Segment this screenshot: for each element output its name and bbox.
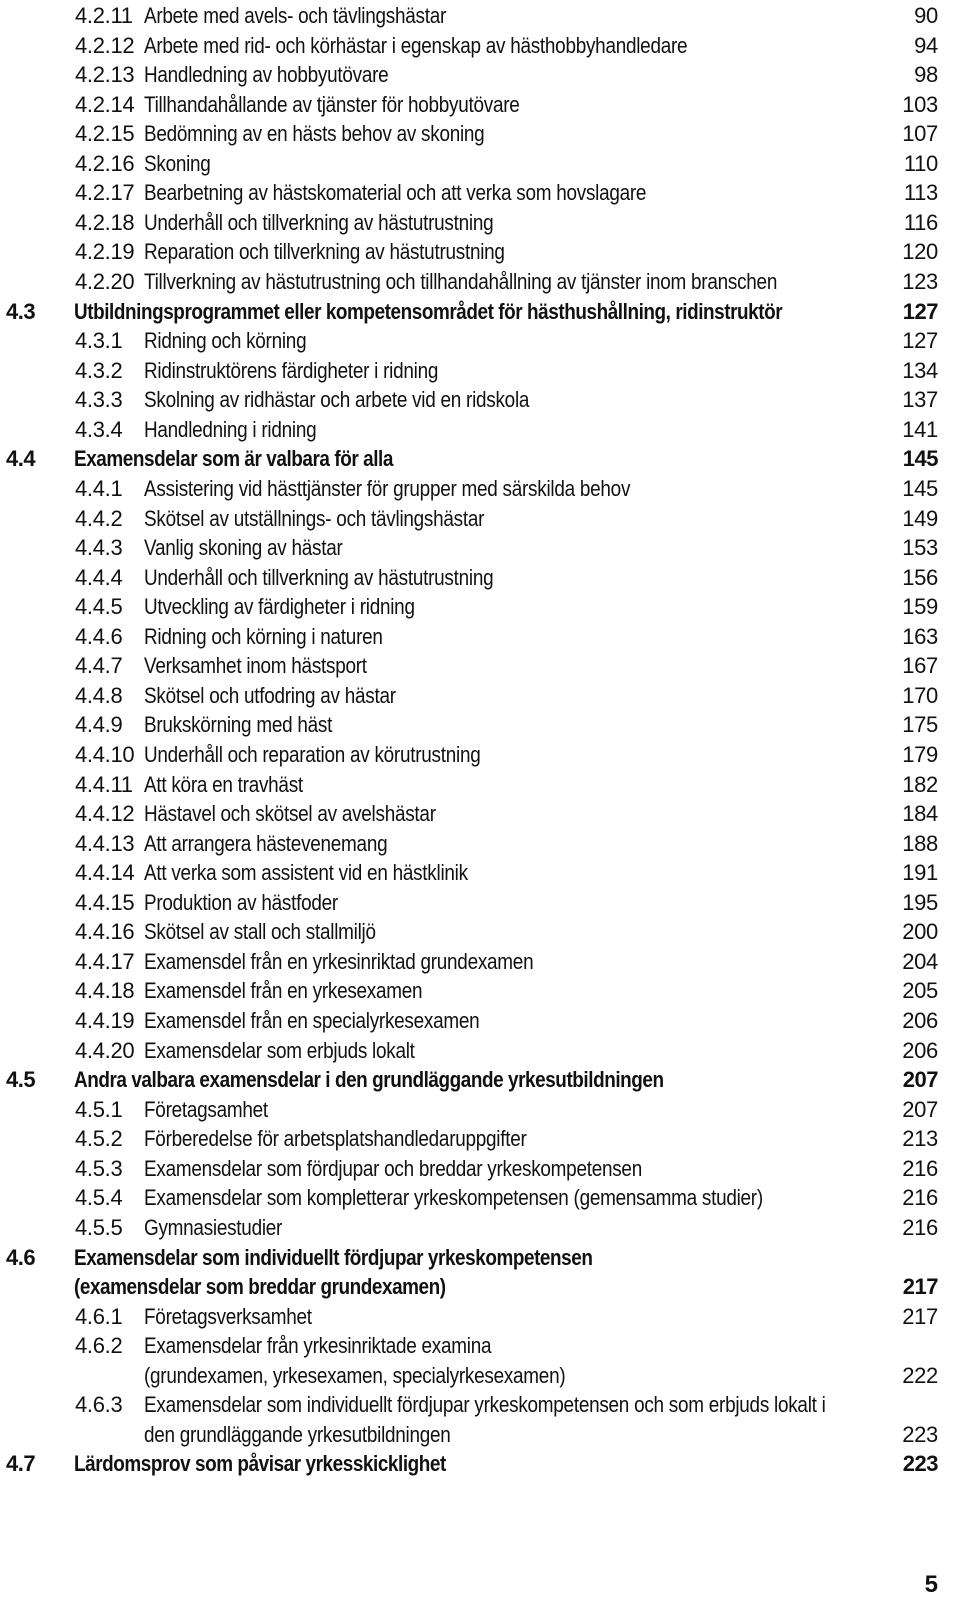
toc-entry-number: 4.4.16	[75, 919, 135, 945]
toc-subsection-entry	[0, 829, 960, 859]
toc-subsection-entry	[0, 415, 960, 445]
toc-entry-number: 4.5.2	[75, 1126, 123, 1152]
toc-entry-title: Utveckling av färdigheter i ridning	[144, 594, 415, 620]
toc-entry-number: 4.2.19	[75, 239, 135, 265]
toc-entry-number: 4.5.4	[75, 1185, 123, 1211]
toc-entry-number: 4.2.14	[75, 91, 135, 117]
toc-entry-title: Examensdel från en yrkesexamen	[144, 978, 423, 1004]
toc-subsection-entry	[0, 178, 960, 208]
toc-subsection-entry	[0, 592, 960, 622]
toc-entry-number: 4.5.3	[75, 1155, 123, 1181]
toc-entry-title: Bearbetning av hästskomaterial och att verka som hovslagare	[144, 180, 647, 206]
toc-entry-title: Gymnasiestudier	[144, 1214, 283, 1240]
toc-entry-number: 4.4	[6, 446, 36, 472]
toc-entry-page: 141	[902, 416, 938, 442]
toc-entry-title: Skötsel av stall och stallmiljö	[144, 919, 376, 945]
toc-subsection-entry	[0, 681, 960, 711]
toc-entry-page: 184	[902, 801, 938, 827]
toc-section-entry	[0, 1065, 960, 1095]
toc-entry-page: 123	[902, 269, 938, 295]
toc-entry-title: Hästavel och skötsel av avelshästar	[144, 801, 436, 827]
toc-subsection-entry	[0, 1390, 960, 1420]
toc-entry-page: 217	[902, 1303, 938, 1329]
toc-entry-number: 4.5.1	[75, 1096, 123, 1122]
toc-entry-title: Företagsverksamhet	[144, 1303, 312, 1329]
toc-entry-title: Andra valbara examensdelar i den grundläggande yrkesutbildningen	[74, 1067, 664, 1093]
toc-entry-number: 4.4.19	[75, 1008, 135, 1034]
toc-entry-page: 90	[914, 3, 938, 28]
toc-entry-page: 163	[902, 623, 938, 649]
toc-entry-title: Arbete med rid- och körhästar i egenskap av hästhobbyhandledare	[144, 32, 688, 58]
toc-entry-number: 4.4.12	[75, 801, 135, 827]
toc-subsection-entry	[0, 208, 960, 238]
toc-section-entry	[0, 297, 960, 327]
toc-subsection-entry	[0, 1331, 960, 1361]
toc-subsection-entry	[0, 858, 960, 888]
toc-entry-page: 137	[902, 387, 938, 413]
toc-subsection-entry	[0, 710, 960, 740]
toc-entry-page: 134	[902, 357, 938, 383]
toc-entry-page: 223	[902, 1421, 938, 1447]
toc-entry-page: 205	[902, 978, 938, 1004]
toc-entry-title: (examensdelar som breddar grundexamen)	[74, 1274, 446, 1300]
toc-entry-title: Verksamhet inom hästsport	[144, 653, 367, 679]
toc-subsection-entry	[0, 740, 960, 770]
toc-entry-title: Att verka som assistent vid en hästklinik	[144, 860, 468, 886]
toc-entry-page: 149	[902, 505, 938, 531]
toc-subsection-entry	[0, 385, 960, 415]
toc-entry-number: 4.4.6	[75, 623, 123, 649]
toc-subsection-entry	[0, 90, 960, 120]
toc-entry-number: 4.2.16	[75, 150, 135, 176]
toc-entry-page: 145	[902, 475, 938, 501]
toc-entry-title: Skötsel av utställnings- och tävlingshästar	[144, 505, 485, 531]
toc-subsection-entry	[0, 1302, 960, 1332]
toc-entry-number: 4.4.15	[75, 889, 135, 915]
toc-entry-page: 113	[903, 180, 938, 206]
toc-subsection-entry	[0, 237, 960, 267]
toc-subsection-entry	[0, 31, 960, 61]
toc-subsection-entry	[0, 149, 960, 179]
toc-entry-title: Assistering vid hästtjänster för grupper med särskilda behov	[144, 475, 631, 501]
toc-entry-title: Examensdelar från yrkesinriktade examina	[144, 1333, 492, 1359]
toc-entry-number: 4.2.20	[75, 269, 135, 295]
toc-entry-page: 110	[903, 150, 938, 176]
toc-entry-page: 159	[902, 594, 938, 620]
toc-entry-page: 206	[902, 1037, 938, 1063]
toc-entry-page: 216	[902, 1214, 938, 1240]
toc-entry-page: 98	[914, 62, 938, 88]
toc-entry-page: 191	[902, 860, 938, 886]
toc-entry-title: Förberedelse för arbetsplatshandledaruppgifter	[144, 1126, 527, 1152]
toc-entry-title: Ridning och körning	[144, 328, 307, 354]
toc-entry-page: 223	[902, 1451, 938, 1477]
toc-entry-page: 204	[902, 948, 938, 974]
toc-entry-page: 175	[902, 712, 938, 738]
toc-entry-page: 207	[902, 1096, 938, 1122]
toc-entry-number: 4.4.3	[75, 535, 123, 561]
toc-entry-number: 4.4.1	[75, 475, 123, 501]
toc-subsection-entry	[0, 1420, 960, 1450]
toc-entry-number: 4.4.2	[75, 505, 123, 531]
toc-subsection-entry	[0, 799, 960, 829]
toc-section-entry	[0, 1243, 960, 1273]
toc-entry-title: den grundläggande yrkesutbildningen	[144, 1421, 451, 1447]
toc-entry-page: 195	[902, 889, 938, 915]
toc-subsection-entry	[0, 533, 960, 563]
toc-entry-number: 4.6.3	[75, 1392, 123, 1418]
toc-entry-number: 4.5	[6, 1067, 36, 1093]
toc-entry-title: Produktion av hästfoder	[144, 889, 338, 915]
toc-entry-number: 4.3	[6, 298, 36, 324]
toc-entry-number: 4.6	[6, 1244, 36, 1270]
toc-subsection-entry	[0, 119, 960, 149]
toc-entry-number: 4.2.17	[75, 180, 135, 206]
toc-entry-number: 4.3.1	[75, 328, 123, 354]
toc-subsection-entry	[0, 651, 960, 681]
toc-subsection-entry	[0, 504, 960, 534]
toc-entry-page: 216	[902, 1155, 938, 1181]
toc-entry-page: 103	[902, 91, 938, 117]
toc-entry-page: 145	[902, 446, 938, 472]
toc-entry-title: Underhåll och reparation av körutrustning	[144, 742, 481, 767]
toc-entry-title: Skötsel och utfodring av hästar	[144, 682, 396, 708]
toc-subsection-entry	[0, 1, 960, 31]
toc-entry-page: 120	[902, 239, 938, 265]
toc-entry-page: 94	[914, 32, 938, 58]
toc-entry-title: Utbildningsprogrammet eller kompetensområdet för hästhushållning, ridinstruktör	[74, 298, 783, 324]
toc-section-entry	[0, 1272, 960, 1302]
toc-entry-title: Ridning och körning i naturen	[144, 623, 383, 649]
toc-entry-title: Tillverkning av hästutrustning och tillhandahållning av tjänster inom branschen	[144, 269, 778, 295]
toc-entry-page: 216	[902, 1185, 938, 1211]
toc-subsection-entry	[0, 622, 960, 652]
toc-entry-number: 4.4.7	[75, 653, 123, 679]
toc-entry-title: Att arrangera hästevenemang	[144, 830, 388, 856]
toc-entry-number: 4.4.17	[75, 948, 135, 974]
toc-entry-page: 207	[902, 1067, 938, 1093]
toc-entry-page: 153	[902, 535, 938, 561]
toc-entry-number: 4.7	[6, 1451, 36, 1477]
toc-entry-page: 116	[903, 209, 938, 235]
toc-entry-title: Examensdel från en yrkesinriktad grundexamen	[144, 948, 534, 974]
toc-entry-number: 4.6.2	[75, 1333, 123, 1359]
toc-entry-title: Skolning av ridhästar och arbete vid en ridskola	[144, 387, 530, 413]
toc-entry-page: 156	[902, 564, 938, 590]
toc-subsection-entry	[0, 563, 960, 593]
toc-entry-page: 188	[902, 830, 938, 856]
toc-entry-title: Skoning	[144, 150, 211, 176]
toc-subsection-entry	[0, 976, 960, 1006]
toc-entry-title: Ridinstruktörens färdigheter i ridning	[144, 357, 439, 383]
toc-subsection-entry	[0, 888, 960, 918]
toc-entry-title: Reparation och tillverkning av hästutrustning	[144, 239, 505, 265]
toc-entry-number: 4.4.8	[75, 682, 123, 708]
toc-entry-number: 4.2.13	[75, 62, 135, 88]
toc-entry-number: 4.4.20	[75, 1037, 135, 1063]
toc-entry-title: Vanlig skoning av hästar	[144, 535, 343, 561]
toc-subsection-entry	[0, 770, 960, 800]
toc-entry-page: 213	[902, 1126, 938, 1152]
toc-entry-title: Examensdelar som är valbara för alla	[74, 446, 393, 472]
toc-entry-number: 4.4.4	[75, 564, 123, 590]
toc-entry-title: Examensdelar som fördjupar och breddar yrkeskompetensen	[144, 1155, 642, 1181]
toc-entry-title: Underhåll och tillverkning av hästutrustning	[144, 209, 494, 235]
toc-subsection-entry	[0, 356, 960, 386]
toc-entry-page: 127	[902, 298, 938, 324]
toc-entry-number: 4.6.1	[75, 1303, 123, 1329]
toc-entry-title: Arbete med avels- och tävlingshästar	[144, 3, 447, 28]
toc-entry-title: Att köra en travhäst	[144, 771, 303, 797]
toc-entry-number: 4.2.12	[75, 32, 135, 58]
toc-entry-page: 222	[902, 1362, 938, 1388]
toc-entry-number: 4.4.10	[75, 742, 135, 767]
toc-subsection-entry	[0, 947, 960, 977]
toc-entry-title: (grundexamen, yrkesexamen, specialyrkesexamen)	[144, 1362, 566, 1388]
toc-subsection-entry	[0, 1036, 960, 1066]
toc-entry-number: 4.2.15	[75, 121, 135, 147]
toc-subsection-entry	[0, 1361, 960, 1391]
toc-subsection-entry	[0, 326, 960, 356]
toc-entry-number: 4.3.2	[75, 357, 123, 383]
toc-entry-title: Företagsamhet	[144, 1096, 268, 1122]
toc-entry-title: Underhåll och tillverkning av hästutrustning	[144, 564, 494, 590]
toc-entry-number: 4.4.9	[75, 712, 123, 738]
toc-entry-title: Examensdelar som individuellt fördjupar yrkeskompetensen och som erbjuds lokalt i	[144, 1392, 826, 1418]
toc-entry-title: Lärdomsprov som påvisar yrkesskicklighet	[74, 1451, 446, 1477]
toc-entry-title: Handledning i ridning	[144, 416, 317, 442]
toc-entry-number: 4.2.11	[75, 3, 133, 28]
toc-entry-page: 127	[902, 328, 938, 354]
toc-entry-title: Bedömning av en hästs behov av skoning	[144, 121, 485, 147]
toc-entry-page: 206	[902, 1008, 938, 1034]
toc-entry-title: Examensdelar som kompletterar yrkeskompetensen (gemensamma studier)	[144, 1185, 763, 1211]
toc-entry-page: 170	[902, 682, 938, 708]
toc-entry-number: 4.4.11	[75, 771, 133, 797]
toc-entry-number: 4.3.3	[75, 387, 123, 413]
toc-entry-page: 107	[902, 121, 938, 147]
toc-subsection-entry	[0, 917, 960, 947]
toc-entry-title: Examensdelar som individuellt fördjupar yrkeskompetensen	[74, 1244, 593, 1270]
page-number: 5	[924, 1571, 938, 1598]
toc-entry-number: 4.4.5	[75, 594, 123, 620]
toc-subsection-entry	[0, 60, 960, 90]
toc-entry-title: Examensdelar som erbjuds lokalt	[144, 1037, 415, 1063]
toc-entry-title: Tillhandahållande av tjänster för hobbyutövare	[144, 91, 520, 117]
toc-subsection-entry	[0, 267, 960, 297]
toc-subsection-entry	[0, 1213, 960, 1243]
toc-entry-number: 4.5.5	[75, 1214, 123, 1240]
toc-section-entry	[0, 444, 960, 474]
toc-entry-page: 167	[902, 653, 938, 679]
toc-entry-number: 4.3.4	[75, 416, 123, 442]
toc-entry-page: 179	[902, 742, 938, 767]
toc-entry-page: 200	[902, 919, 938, 945]
toc-entry-title: Handledning av hobbyutövare	[144, 62, 389, 88]
toc-subsection-entry	[0, 1124, 960, 1154]
toc-entry-page: 182	[902, 771, 938, 797]
toc-entry-number: 4.4.18	[75, 978, 135, 1004]
toc-subsection-entry	[0, 474, 960, 504]
toc-entry-title: Examensdel från en specialyrkesexamen	[144, 1008, 480, 1034]
toc-entry-number: 4.4.14	[75, 860, 135, 886]
toc-subsection-entry	[0, 1006, 960, 1036]
toc-section-entry	[0, 1449, 960, 1479]
toc-subsection-entry	[0, 1154, 960, 1184]
toc-subsection-entry	[0, 1183, 960, 1213]
toc-entry-number: 4.2.18	[75, 209, 135, 235]
toc-entry-number: 4.4.13	[75, 830, 135, 856]
toc-subsection-entry	[0, 1095, 960, 1125]
toc-entry-page: 217	[902, 1274, 938, 1300]
toc-entry-title: Brukskörning med häst	[144, 712, 333, 738]
